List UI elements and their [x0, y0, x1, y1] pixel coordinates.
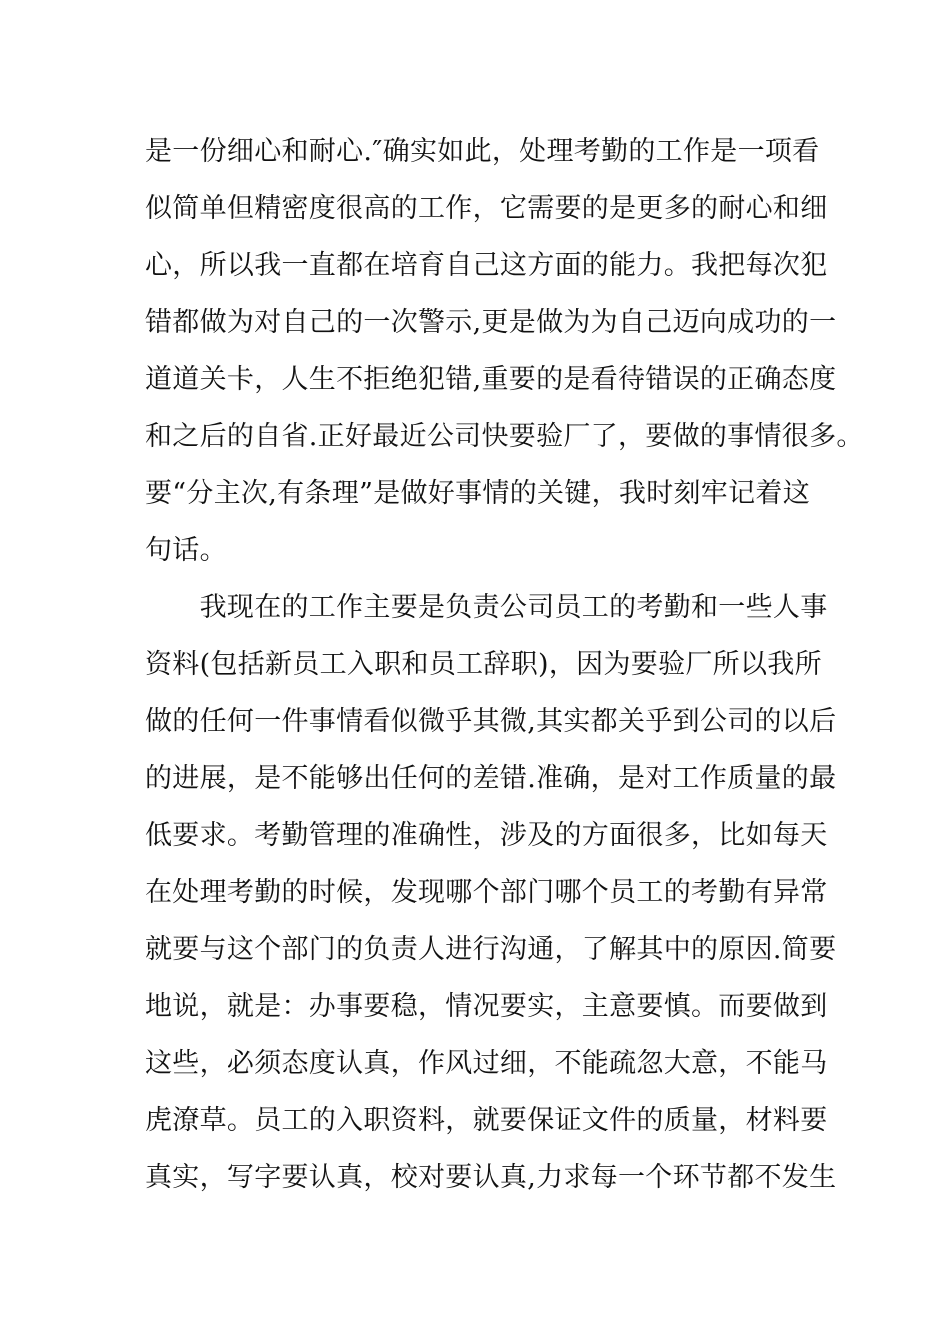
- text-line: 低要求。考勤管理的准确性，涉及的方面很多，比如每天: [145, 820, 828, 851]
- text-line: 道道关卡，人生不拒绝犯错,重要的是看待错误的正确态度: [145, 364, 837, 395]
- text-line: 就要与这个部门的负责人进行沟通，了解其中的原因.简要: [145, 934, 837, 965]
- text-line: 要“分主次,有条理”是做好事情的关键，我时刻牢记着这: [145, 478, 810, 509]
- text-line: 我现在的工作主要是负责公司员工的考勤和一些人事: [145, 592, 828, 623]
- text-line: 似简单但精密度很高的工作，它需要的是更多的耐心和细: [145, 193, 828, 224]
- text-line: 是一份细心和耐心.″确实如此，处理考勤的工作是一项看: [145, 136, 820, 167]
- text-line: 错都做为对自己的一次警示,更是做为为自己迈向成功的一: [145, 307, 837, 338]
- text-line: 真实，写字要认真，校对要认真,力求每一个环节都不发生: [145, 1162, 837, 1193]
- text-line: 在处理考勤的时候，发现哪个部门哪个员工的考勤有异常: [145, 877, 828, 908]
- text-line: 做的任何一件事情看似微乎其微,其实都关乎到公司的以后: [145, 706, 837, 737]
- text-line: 这些，必须态度认真，作风过细，不能疏忽大意，不能马: [145, 1048, 828, 1079]
- text-line: 的进展，是不能够出任何的差错.准确，是对工作质量的最: [145, 763, 837, 794]
- text-line: 资料(包括新员工入职和员工辞职)，因为要验厂所以我所: [145, 649, 822, 680]
- text-line: 句话。: [145, 535, 227, 566]
- text-line: 地说，就是：办事要稳，情况要实，主意要慎。而要做到: [145, 991, 828, 1022]
- text-line: 虎潦草。员工的入职资料，就要保证文件的质量，材料要: [145, 1105, 828, 1136]
- text-line: 心，所以我一直都在培育自己这方面的能力。我把每次犯: [145, 250, 828, 281]
- text-line: 和之后的自省.正好最近公司快要验厂了，要做的事情很多。: [145, 421, 864, 452]
